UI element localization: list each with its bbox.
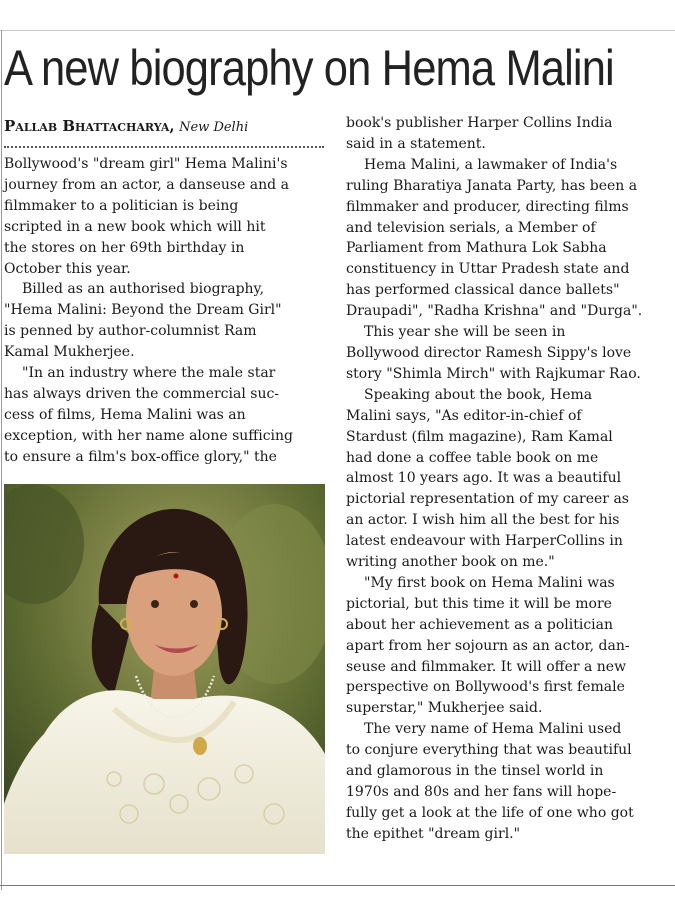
byline-divider	[4, 146, 324, 148]
byline	[4, 116, 248, 138]
article-text-line: This year she will be seen in	[364, 324, 566, 341]
article-text-line: had done a coffee table book on me	[346, 449, 599, 466]
article-text-line: "In an industry where the male star	[22, 365, 276, 382]
article-text-line: pictorial, but this time it will be more	[346, 595, 612, 612]
article-text-line: Draupadi", "Radha Krishna" and "Durga".	[346, 303, 643, 320]
article-text-line: said in a statement.	[346, 135, 486, 152]
article-text-line: perspective on Bollywood's first female	[346, 679, 625, 696]
article-text-line: seuse and filmmaker. It will offer a new	[346, 658, 627, 675]
article-text-line: Bollywood's "dream girl" Hema Malini's	[4, 156, 288, 172]
article-headline: A new biography on Hema Malini	[4, 40, 614, 96]
left-margin-rule	[1, 30, 2, 890]
article-text-line: Parliament from Mathura Lok Sabha	[346, 240, 607, 257]
article-text-line: filmmaker to a politician is being	[4, 197, 239, 214]
article-text-line: the epithet "dream girl."	[346, 825, 521, 842]
article-text-line: Speaking about the book, Hema	[364, 386, 593, 403]
article-text-line: October this year.	[4, 260, 131, 277]
article-text-line: fully get a look at the life of one who got	[346, 804, 634, 821]
article-text-line: "Hema Malini: Beyond the Dream Girl"	[4, 302, 282, 319]
article-right-column	[346, 113, 670, 845]
article-text-line: about her achievement as a politician	[346, 616, 613, 633]
article-text-line: scripted in a new book which will hit	[4, 218, 266, 235]
article-text-line: latest endeavour with HarperCollins in	[346, 533, 623, 550]
article-text-line: an actor. I wish him all the best for his	[346, 512, 620, 529]
article-text-line: to ensure a film's box-office glory," the	[4, 448, 277, 465]
article-text-line: constituency in Uttar Pradesh state and	[346, 261, 630, 278]
article-text-line: and television serials, a Member of	[346, 219, 596, 236]
article-text-line: has performed classical dance ballets"	[346, 282, 620, 299]
byline-location: New Delhi	[179, 120, 249, 135]
article-text-line: and glamorous in the tinsel world in	[346, 763, 604, 780]
byline-author: Pallab Bhattacharya,	[4, 117, 175, 135]
article-text-line: filmmaker and producer, directing films	[346, 198, 629, 215]
article-text-line: almost 10 years ago. It was a beautiful	[346, 470, 622, 487]
article-text-line: apart from her sojourn as an actor, dan-	[346, 637, 630, 654]
article-text-line: cess of films, Hema Malini was an	[4, 406, 246, 423]
top-rule	[0, 30, 675, 31]
article-text-line: "My first book on Hema Malini was	[364, 574, 615, 591]
article-text-line: exception, with her name alone sufficing	[4, 427, 294, 444]
article-text-line: Hema Malini, a lawmaker of India's	[364, 156, 618, 173]
article-text-line: superstar," Mukherjee said.	[346, 700, 543, 717]
bottom-rule	[0, 885, 675, 886]
article-text-line: is penned by author-columnist Ram	[4, 323, 257, 340]
article-text-line: Malini says, "As editor-in-chief of	[346, 407, 582, 424]
article-text-line: journey from an actor, a danseuse and a	[4, 176, 289, 193]
article-text-line: Kamal Mukherjee.	[4, 344, 135, 361]
article-left-column	[4, 154, 326, 468]
article-text-line: has always driven the commercial suc-	[4, 385, 280, 402]
article-text-line: to conjure everything that was beautiful	[346, 742, 632, 759]
article-photo	[4, 484, 325, 854]
article-text-line: writing another book on me."	[346, 554, 555, 571]
article-text-line: Bollywood director Ramesh Sippy's love	[346, 344, 632, 361]
article-text-line: Stardust (film magazine), Ram Kamal	[346, 428, 613, 445]
article-text-line: ruling Bharatiya Janata Party, has been a	[346, 177, 638, 194]
article-text-line: story "Shimla Mirch" with Rajkumar Rao.	[346, 365, 641, 382]
article-text-line: 1970s and 80s and her fans will hope-	[346, 784, 617, 800]
article-text-line: The very name of Hema Malini used	[364, 721, 622, 738]
article-text-line: book's publisher Harper Collins India	[346, 115, 613, 131]
article-text-line: Billed as an authorised biography,	[22, 281, 265, 298]
article-text-line: the stores on her 69th birthday in	[4, 239, 245, 256]
portrait-illustration	[4, 484, 325, 854]
article-text-line: pictorial representation of my career as	[346, 491, 629, 508]
